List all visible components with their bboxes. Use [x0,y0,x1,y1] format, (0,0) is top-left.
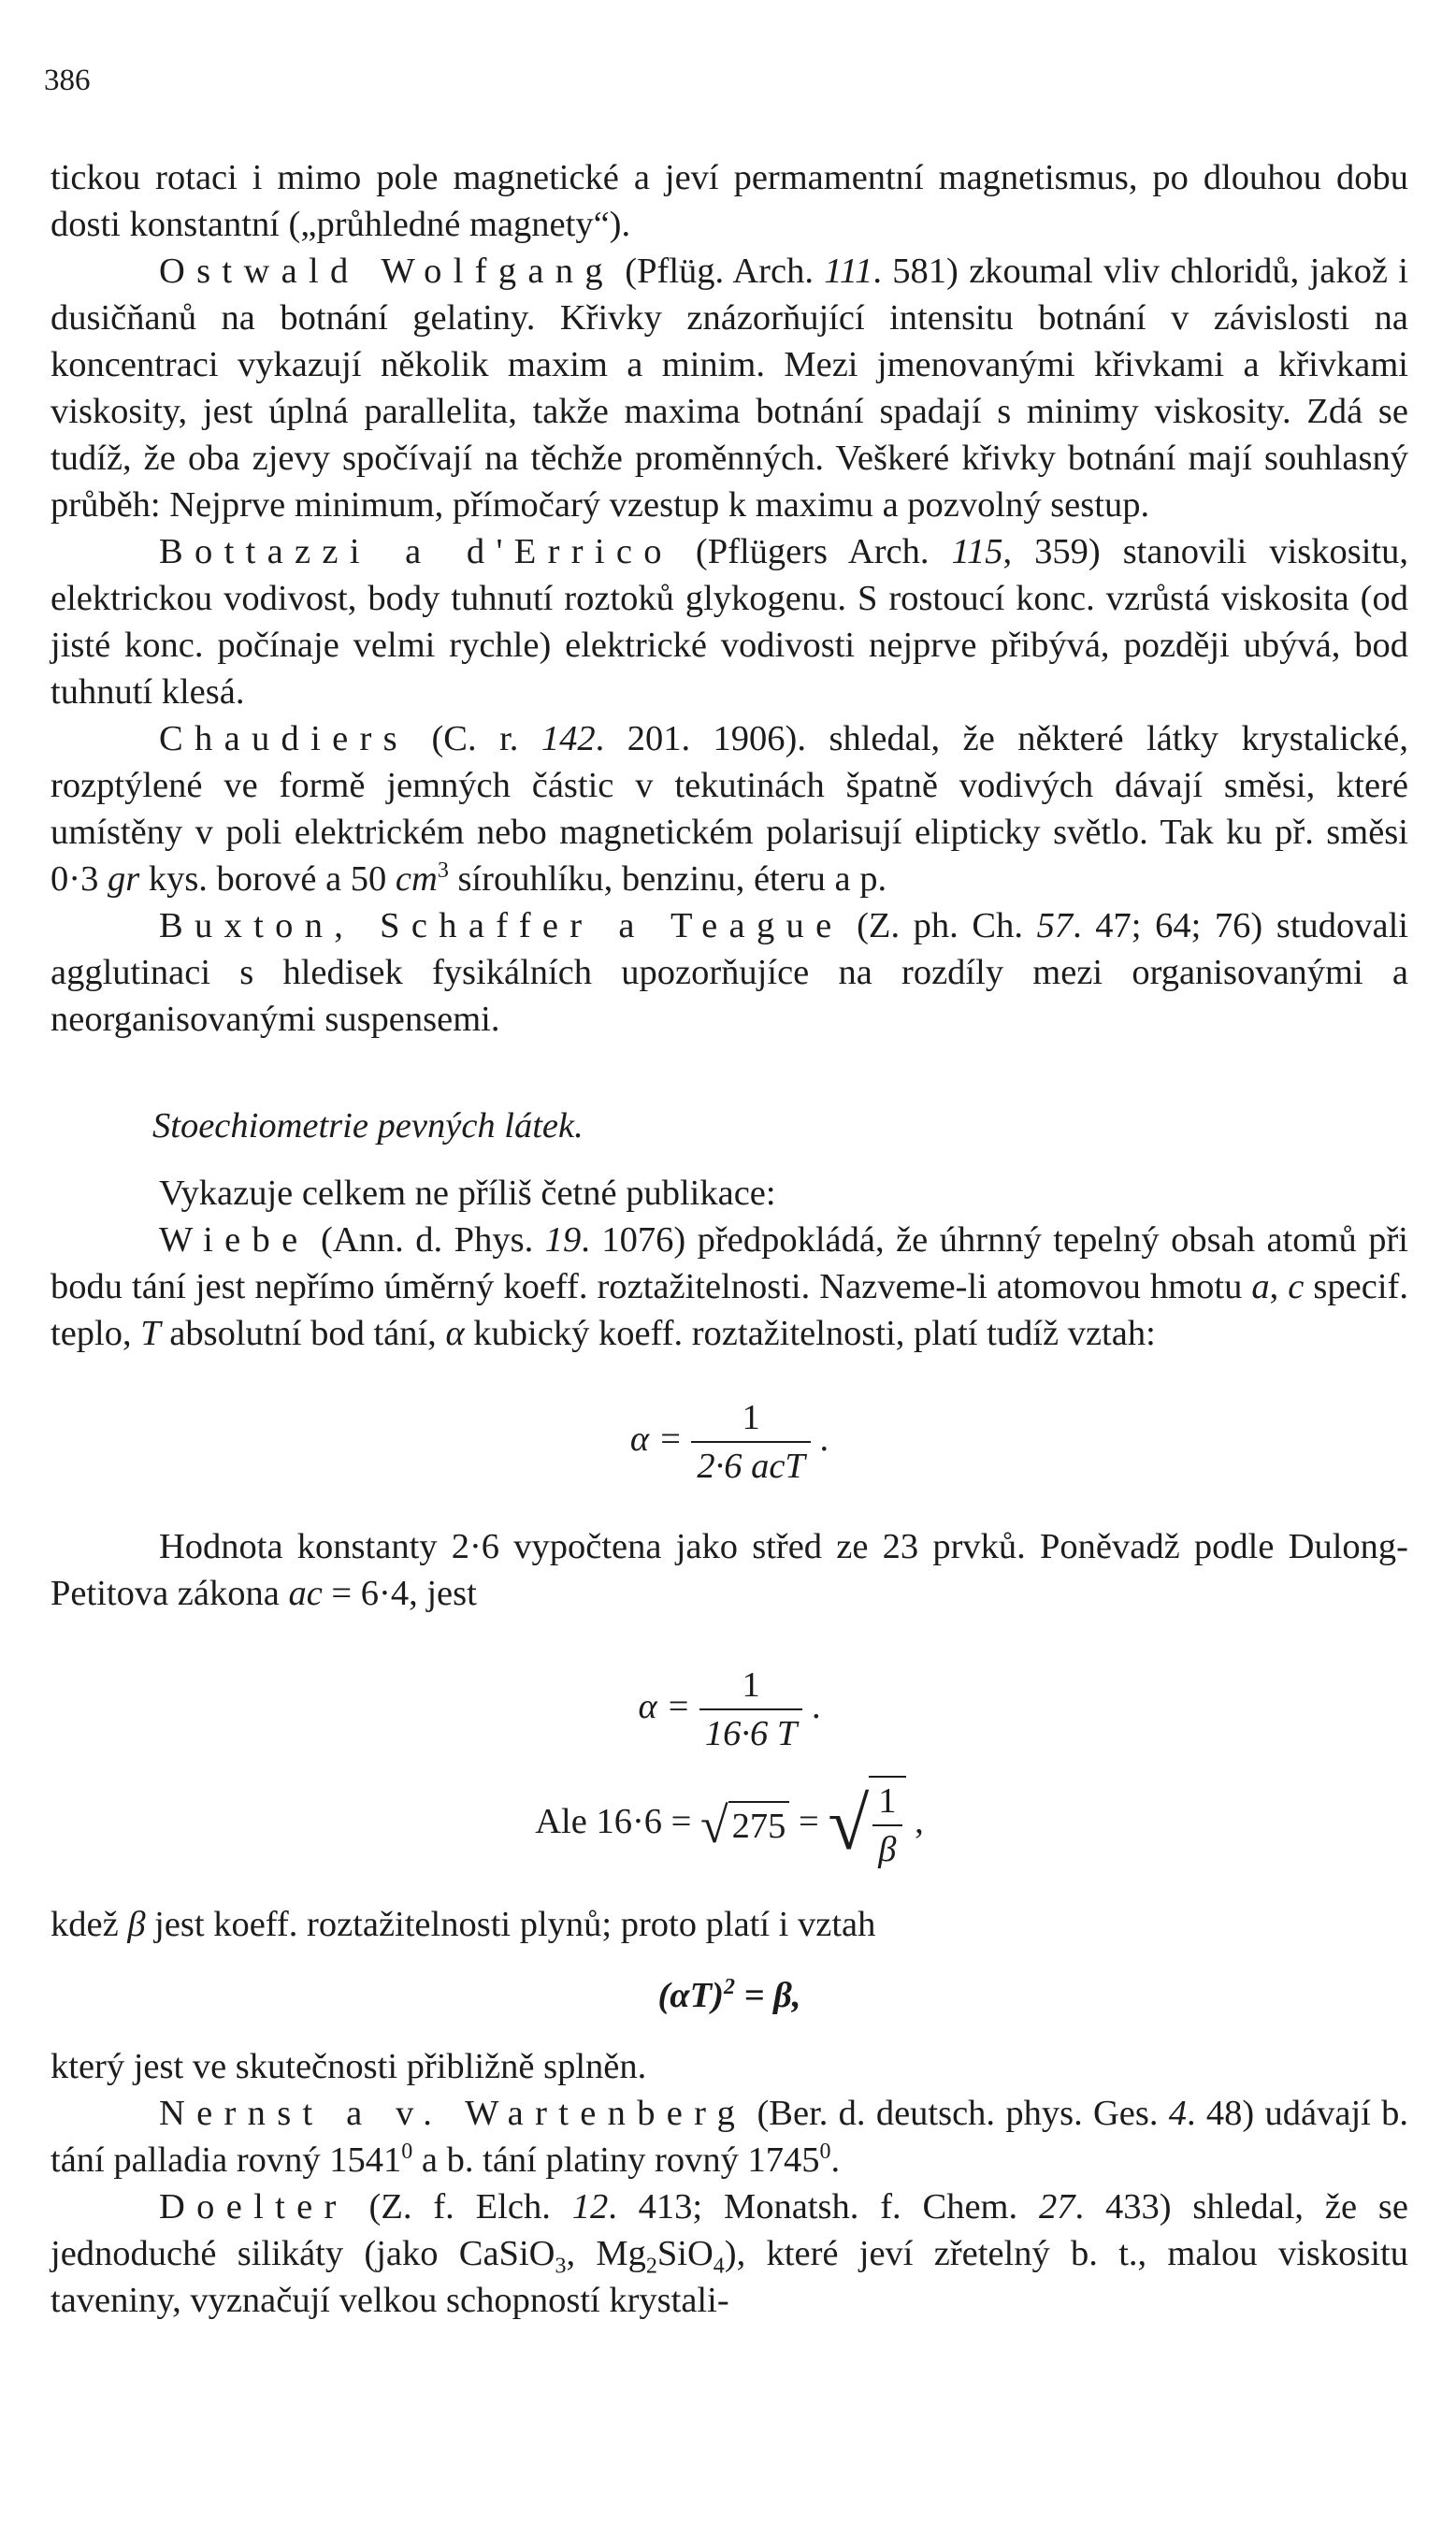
paragraph-wiebe: Wiebe (Ann. d. Phys. 19. 1076) předpokládá, že úhrnný tepelný obsah atomů při bodu tání jest nepřímo úměrný koeff. roztažitelnosti. Nazveme-li atomovou hmotu a, c specif. teplo, T absolutní bod tání, α kubický koeff. roztažitelnosti, platí tudíž vztah: [50,1220,1408,1353]
author-name: Chaudiers [159,719,409,758]
formula-alpha-acT: α = $\frac{1}{\text{2·6 acT}}$ . [50,1394,1408,1490]
paragraph-beta: kdež β jest koeff. roztažitelnosti plynů; proto platí i vztah [50,1905,876,1944]
section-heading: Stoechiometrie pevných látek. [152,1106,584,1146]
paragraph-intro: Vykazuje celkem ne příliš četné publikace: [159,1174,776,1213]
square-root: √ $\frac{1}{\beta}$ [828,1776,905,1873]
paragraph-buxton: Buxton, Schaffer a Teague (Z. ph. Ch. 57. 47; 64; 76) studovali agglutinaci s hledisek fysikálních upozorňujíce na rozdíly mezi organisovanými a neorganisovanými suspensemi. [50,906,1408,1039]
paragraph-1: tickou rotaci i mimo pole magnetické a jeví permamentní magnetismus, po dlouhou dobu dosti konstantní („průhledné magnety“). [50,158,1408,244]
paragraph-bottazzi: Bottazzi a d'Errico (Pflügers Arch. 115, 359) stanovili viskositu, elektrickou vodivost, body tuhnutí roztoků glykogenu. S rostoucí konc. vzrůstá viskosita (od jisté konc. počínaje velmi rychle) elektrické vodivosti nejprve přibývá, později ubývá, bod tuhnutí klesá. [50,532,1408,712]
author-name: Ostwald Wolfgang [159,252,614,291]
volume-number: 12 [571,2187,609,2227]
square-root: √ 275 [700,1799,789,1850]
author-name: Doelter [159,2187,348,2227]
volume-number: 111 [824,252,873,291]
volume-number: 19 [544,1220,582,1260]
volume-number: 27 [1038,2187,1075,2227]
fraction: $\frac{1}{\text{2·6 acT}}$ [691,1394,811,1490]
volume-number: 4 [1168,2094,1188,2133]
paragraph-ostwald: Ostwald Wolfgang (Pflüg. Arch. 111. 581) zkoumal vliv chloridů, jakož i dusičňanů na botnání gelatiny. Křivky znázorňující intensitu botnání v závislosti na koncentraci vykazují několik maxim a minim. Mezi jmenovanými křivkami a křivkami viskosity, jest úplná parallelita, takže maxima botnání spadají s minimy viskosity. Zdá se tudíž, že oba zjevy spočívají na těchže proměnných. Veškeré křivky botnání mají souhlasný průběh: Nejprve minimum, přímočarý vzestup k maximu a pozvolný sestup. [50,252,1409,525]
author-name: Wiebe [159,1220,310,1260]
fraction: $\frac{1}{16\cdot 6 T}$ [699,1662,802,1757]
volume-number: 115 [951,532,1003,571]
author-name: Nernst a v. Wartenberg [159,2094,747,2133]
page-number: 386 [44,64,91,97]
paragraph-doelter: Doelter (Z. f. Elch. 12. 413; Monatsh. f. Chem. 27. 433) shledal, že se jednoduché silikáty (jako CaSiO$_3$, $Mg_2SiO_4$), které jeví zřetelný b. t., malou viskositu taveniny, vyznačují velkou schopností krystali- [50,2187,1409,2320]
paragraph-nernst: Nernst a v. Wartenberg (Ber. d. deutsch. phys. Ges. 4. 48) udávají b. tání palladia rovný 1541$^0$ a b. tání platiny rovný 1745$^0$. [50,2094,1408,2180]
paragraph-fulfilled: který jest ve skutečnosti přibližně splněn. [50,2047,647,2086]
volume-number: 57 [1036,906,1074,945]
paragraph-chaudiers: Chaudiers (C. r. 142. 201. 1906). shledal, že některé látky krystalické, rozptýlené ve formě jemných částic v tekutinách špatně vodivých dávají směsi, které umístěny v poli elektrickém nebo magnetickém polarisují elipticky světlo. Tak ku př. směsi 0·3 gr kys. borové a 50 $cm^3$ sírouhlíku, benzinu, éteru a p. [50,719,1408,899]
paragraph-constant: Hodnota konstanty 2·6 vypočtena jako střed ze 23 prvků. Poněvadž podle Dulong-Petitova zákona ac = 6·4, jest [50,1527,1408,1613]
volume-number: 142 [541,719,596,758]
formula-alphaT-squared: $(\alpha T)^2 = \beta$, [657,1975,801,2015]
page-body [50,154,1408,2324]
author-name: Bottazzi a d'Errico [159,532,673,571]
fraction: $\frac{1}{\beta}$ [872,1778,901,1873]
formula-alpha-T: α = $\frac{1}{16\cdot 6 T}$ . [50,1662,1408,1757]
author-name: Buxton, Schaffer a Teague [159,906,843,945]
formula-sqrt: Ale 16·6 = √ 275 = √ $\frac{1}{\beta}$ , [50,1776,1408,1873]
